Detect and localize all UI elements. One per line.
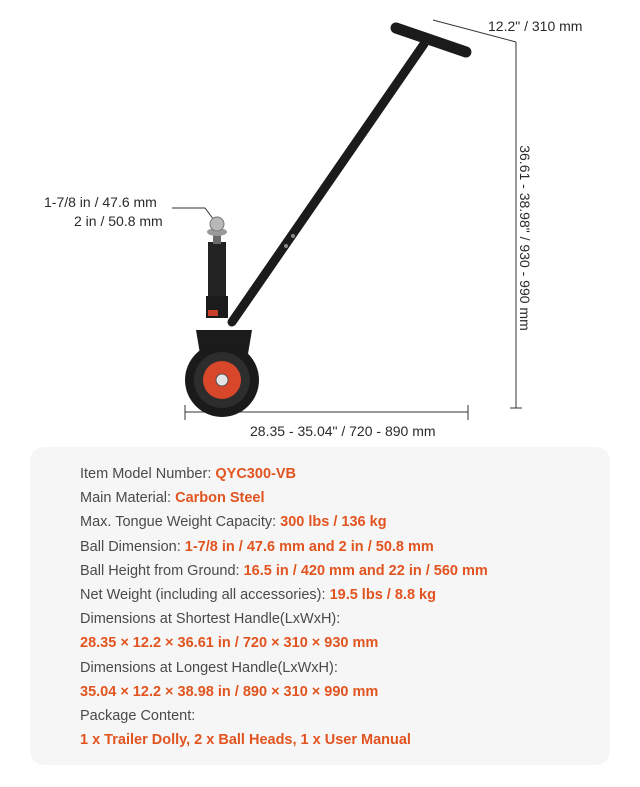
spec-main-material: Main Material: Carbon Steel <box>80 490 265 507</box>
spec-ball-height: Ball Height from Ground: 16.5 in / 420 mm and 22 in / 560 mm <box>80 562 488 579</box>
spec-tongue-weight: Max. Tongue Weight Capacity: 300 lbs / 136 kg <box>80 514 387 531</box>
ball-size-label-1: 1-7/8 in / 47.6 mm <box>44 194 157 210</box>
spec-shortest-handle-heading: Dimensions at Shortest Handle(LxWxH): <box>80 611 341 628</box>
spec-shortest-handle-value: 28.35 × 12.2 × 36.61 in / 720 × 310 × 930 mm <box>80 635 379 652</box>
length-label: 28.35 - 35.04" / 720 - 890 mm <box>250 423 436 439</box>
spec-ball-dimension: Ball Dimension: 1-7/8 in / 47.6 mm and 2 in / 50.8 mm <box>80 538 434 555</box>
handle-width-label: 12.2" / 310 mm <box>488 18 583 34</box>
height-label: 36.61 - 38.98" / 930 - 990 mm <box>517 145 533 331</box>
spec-longest-handle-heading: Dimensions at Longest Handle(LxWxH): <box>80 659 338 676</box>
spec-list <box>80 462 488 752</box>
spec-package-value: 1 x Trailer Dolly, 2 x Ball Heads, 1 x User Manual <box>80 732 411 749</box>
trailer-dolly <box>185 28 466 417</box>
spec-model-number: Item Model Number: QYC300-VB <box>80 466 296 482</box>
spec-net-weight: Net Weight (including all accessories): 19.5 lbs / 8.8 kg <box>80 586 436 603</box>
ball-head <box>207 217 227 244</box>
spec-longest-handle-value: 35.04 × 12.2 × 38.98 in / 890 × 310 × 990 mm <box>80 683 379 700</box>
wheel <box>185 343 259 417</box>
handle-shaft <box>232 44 424 322</box>
handle-grip <box>396 28 466 52</box>
spec-package-heading: Package Content: <box>80 707 196 724</box>
ball-size-label-2: 2 in / 50.8 mm <box>74 213 163 229</box>
